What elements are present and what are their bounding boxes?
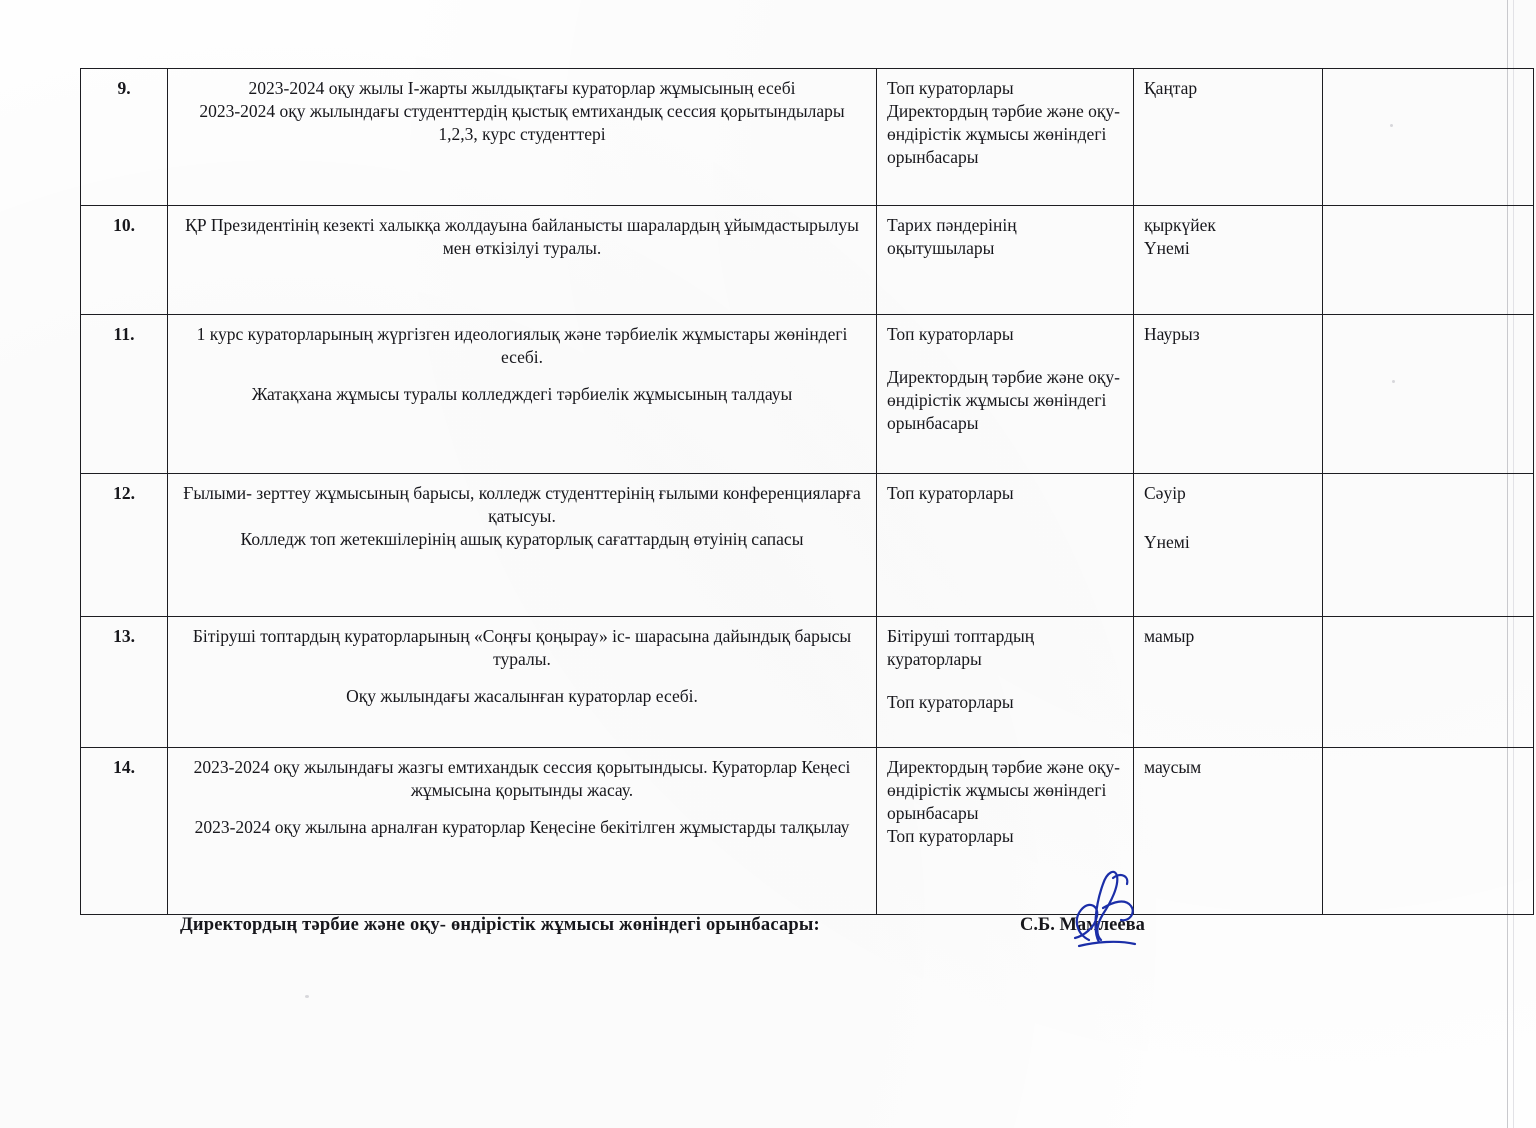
- row-number: 14.: [81, 748, 168, 915]
- date-line: Үнемі: [1144, 532, 1190, 553]
- topic-line: Жатақхана жұмысы туралы колледждегі тәрбиелік жұмысының талдауы: [251, 384, 793, 405]
- date-line: мамыр: [1144, 626, 1195, 646]
- topic-line: 2023-2024 оқу жылындағы студенттердің қыстық емтихандық сессия қорытындылары 1,2,3, курс студенттері: [199, 101, 845, 145]
- date-line: Қаңтар: [1144, 78, 1198, 98]
- row-mark: [1323, 315, 1534, 474]
- row-topic: [168, 617, 877, 748]
- row-number: 9.: [81, 69, 168, 206]
- scan-speck: [305, 995, 309, 998]
- row-date: [1134, 69, 1323, 206]
- signer-name: С.Б. Мамлеева: [1020, 915, 1145, 935]
- responsible-line: Топ кураторлары: [887, 483, 1014, 503]
- row-number: 12.: [81, 474, 168, 617]
- topic-line: Колледж топ жетекшілерінің ашық кураторлық сағаттардың өтуінің сапасы: [240, 529, 804, 550]
- row-responsible: [877, 617, 1134, 748]
- row-number: 10.: [81, 206, 168, 315]
- paragraph-gap: [887, 671, 1123, 691]
- topic-line: 1 курс кураторларының жүргізген идеологиялық және тәрбиелік жұмыстары жөніндегі есебі.: [196, 324, 848, 368]
- topic-line: Ғылыми- зерттеу жұмысының барысы, колледж студенттерінің ғылыми конференцияларға қатысуы.: [183, 483, 861, 527]
- row-topic: [168, 474, 877, 617]
- responsible-line: Директордың тәрбие және оқу- өндірістік жұмысы жөніндегі орынбасары: [887, 757, 1120, 824]
- row-responsible: [877, 69, 1134, 206]
- row-date: [1134, 474, 1323, 617]
- paragraph-gap: [178, 671, 866, 685]
- row-responsible: [877, 315, 1134, 474]
- date-line: қыркүйек: [1144, 215, 1216, 235]
- row-topic: [168, 748, 877, 915]
- row-number: 13.: [81, 617, 168, 748]
- table-row: [81, 315, 1534, 474]
- date-line: Наурыз: [1144, 324, 1200, 344]
- row-date: [1134, 315, 1323, 474]
- responsible-line: Директордың тәрбие және оқу- өндірістік жұмысы жөніндегі орынбасары: [887, 101, 1120, 168]
- signature-title: Директордың тәрбие және оқу- өндірістік жұмысы жөніндегі орынбасары:: [180, 915, 820, 935]
- topic-line: 2023-2024 оқу жылына арналған кураторлар Кеңесіне бекітілген жұмыстарды талқылау: [194, 817, 850, 838]
- row-topic: [168, 69, 877, 206]
- row-mark: [1323, 748, 1534, 915]
- row-mark: [1323, 69, 1534, 206]
- responsible-line: Бітіруші топтардың кураторлары: [887, 626, 1035, 670]
- row-topic: [168, 315, 877, 474]
- row-mark: [1323, 206, 1534, 315]
- date-line: Сәуір: [1144, 483, 1186, 503]
- row-number: 11.: [81, 315, 168, 474]
- paragraph-gap: [1144, 505, 1312, 531]
- responsible-line: Топ кураторлары: [887, 826, 1014, 847]
- row-date: [1134, 206, 1323, 315]
- topic-line: 2023-2024 оқу жылындағы жазгы емтихандык сессия қорытындысы. Кураторлар Кеңесі жұмысына қорытынды жасау.: [193, 757, 851, 801]
- table-row: [81, 748, 1534, 915]
- topic-line: Оқу жылындағы жасалынған кураторлар есебі.: [346, 686, 698, 707]
- topic-line: ҚР Президентінің кезекті халыкқа жолдауына байланысты шаралардың ұйымдастырылуы мен өткізілуі туралы.: [185, 215, 859, 259]
- paragraph-gap: [178, 802, 866, 816]
- responsible-line: Тарих пәндерінің оқытушылары: [887, 215, 1017, 259]
- table-row: [81, 617, 1534, 748]
- row-topic: [168, 206, 877, 315]
- row-responsible: [877, 206, 1134, 315]
- date-line: Үнемі: [1144, 238, 1190, 259]
- table-row: [81, 206, 1534, 315]
- responsible-line: Топ кураторлары: [887, 78, 1014, 98]
- row-responsible: [877, 748, 1134, 915]
- topic-line: Бітіруші топтардың кураторларының «Соңғы қоңырау» іс- шарасына дайындық барысы туралы.: [192, 626, 852, 670]
- row-responsible: [877, 474, 1134, 617]
- table-row: [81, 474, 1534, 617]
- row-mark: [1323, 617, 1534, 748]
- paragraph-gap: [178, 369, 866, 383]
- paragraph-gap: [887, 346, 1123, 366]
- topic-line: 2023-2024 оқу жылы І-жарты жылдықтағы кураторлар жұмысының есебі: [248, 78, 796, 98]
- row-date: [1134, 748, 1323, 915]
- row-date: [1134, 617, 1323, 748]
- table-row: [81, 69, 1534, 206]
- responsible-line: Директордың тәрбие және оқу- өндірістік жұмысы жөніндегі орынбасары: [887, 367, 1120, 434]
- row-mark: [1323, 474, 1534, 617]
- date-line: маусым: [1144, 757, 1202, 777]
- work-plan-table: [80, 68, 1534, 915]
- responsible-line: Топ кураторлары: [887, 324, 1014, 344]
- responsible-line: Топ кураторлары: [887, 692, 1014, 713]
